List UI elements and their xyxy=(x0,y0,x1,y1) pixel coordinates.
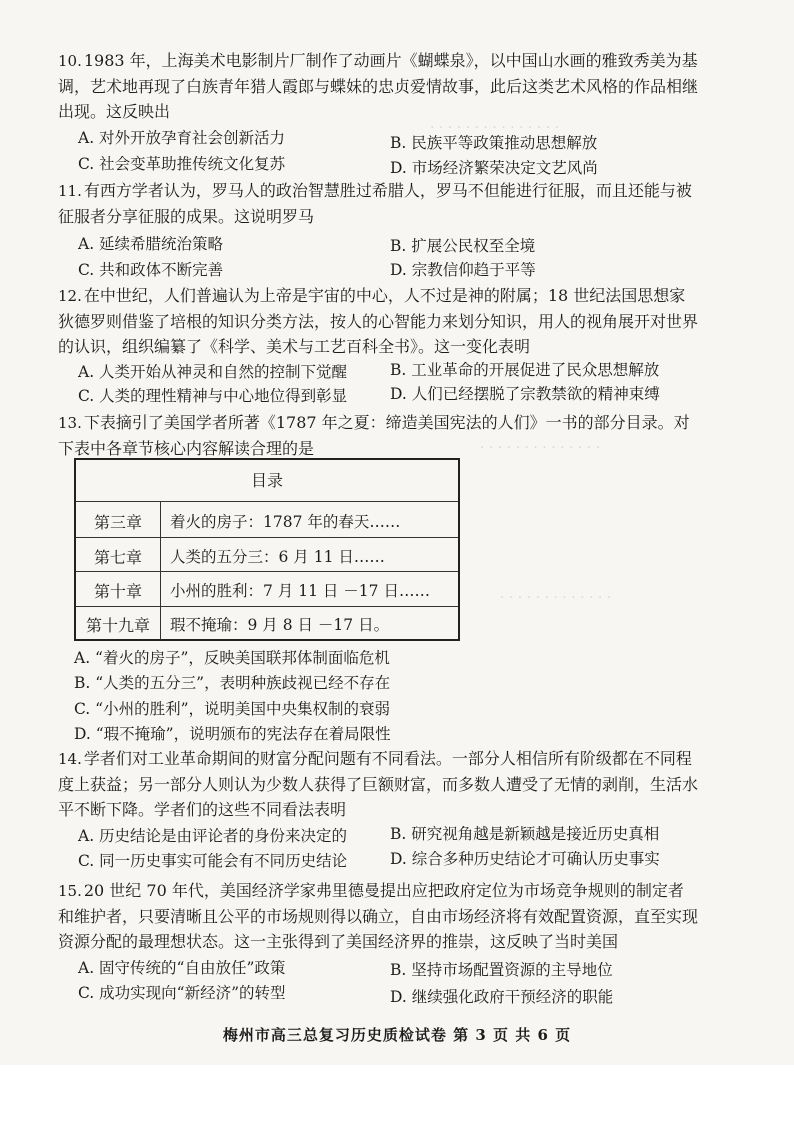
option-b[interactable]: B. “人类的五分三”，表明种族歧视已经不存在 xyxy=(74,674,391,692)
question-number: 10. xyxy=(58,52,82,70)
chapter-title: 着火的房子：1787 年的春天…… xyxy=(170,513,401,531)
option-c[interactable]: C. “小州的胜利”，说明美国中央集权制的衰弱 xyxy=(74,700,391,718)
chapter-title: 瑕不掩瑜：9 月 8 日 －17 日。 xyxy=(170,616,390,634)
bleed-through-text: · · · · · · · · · · · · · xyxy=(500,590,612,606)
scan-margin xyxy=(0,1065,794,1124)
option-c[interactable]: C. 社会变革助推传统文化复苏 xyxy=(78,155,286,173)
table-header: 目录 xyxy=(250,471,283,490)
question-10 xyxy=(58,48,698,124)
question-stem: 在中世纪，人们普遍认为上帝是宇宙的中心，人不过是神的附属；18 世纪法国思想家狄德罗则借鉴了培根的知识分类方法，按人的心智能力来划分知识，用人的视角展开对世界的认识，组织编纂了《科学、美术与工艺百科全书》。这一变化表明 xyxy=(58,286,699,356)
column-divider xyxy=(160,572,161,607)
table-row xyxy=(76,537,458,572)
column-divider xyxy=(160,538,161,572)
question-13 xyxy=(58,410,698,461)
bleed-through-text: · · · · · · · · · · · · · · xyxy=(480,440,601,456)
option-a[interactable]: A. 延续希腊统治策略 xyxy=(78,235,224,253)
option-d[interactable]: D. 宗教信仰趋于平等 xyxy=(390,261,536,279)
option-c[interactable]: C. 人类的理性精神与中心地位得到彰显 xyxy=(78,387,348,405)
column-divider xyxy=(160,502,161,538)
option-b[interactable]: B. 扩展公民权至全境 xyxy=(390,237,536,255)
question-stem: 学者们对工业革命期间的财富分配问题有不同看法。一部分人相信所有阶级都在不同程度上获益；另一部分人则认为少数人获得了巨额财富，而多数人遭受了无情的剥削，生活水平不断下降。学者们的这些不同看法表明 xyxy=(58,749,699,819)
option-a[interactable]: A. 人类开始从神灵和自然的控制下觉醒 xyxy=(78,363,348,381)
table-of-contents xyxy=(74,458,460,641)
option-c[interactable]: C. 共和政体不断完善 xyxy=(78,261,224,279)
question-12 xyxy=(58,283,698,359)
question-stem: 有西方学者认为，罗马人的政治智慧胜过希腊人，罗马不但能进行征服，而且还能与被征服者分享征服的成果。这说明罗马 xyxy=(58,181,692,226)
option-a[interactable]: A. 历史结论是由评论者的身份来决定的 xyxy=(78,827,348,845)
question-stem: 20 世纪 70 年代，美国经济学家弗里德曼提出应把政府定位为市场竞争规则的制定者和维护者，只要清晰且公平的市场规则得以确立，自由市场经济将有效配置资源，直至实现资源分配的最理想状态。这一主张得到了美国经济界的推崇，这反映了当时美国 xyxy=(58,881,699,951)
option-d[interactable]: D. “瑕不掩瑜”，说明颁布的宪法存在着局限性 xyxy=(74,725,391,743)
table-row xyxy=(76,501,458,538)
chapter-label: 第七章 xyxy=(93,548,142,567)
question-number: 13. xyxy=(58,414,82,432)
chapter-label: 第十章 xyxy=(93,582,142,601)
option-a[interactable]: A. 固守传统的“自由放任”政策 xyxy=(78,959,286,977)
option-d[interactable]: D. 综合多种历史结论才可确认历史事实 xyxy=(390,850,660,868)
question-number: 11. xyxy=(58,182,82,200)
question-14 xyxy=(58,746,698,822)
option-b[interactable]: B. 研究视角越是新颖越是接近历史真相 xyxy=(390,825,660,843)
table-row xyxy=(76,571,458,607)
question-15 xyxy=(58,878,698,954)
option-b[interactable]: B. 民族平等政策推动思想解放 xyxy=(390,134,598,152)
bleed-through-text: · · · · · · · · · · · · · · · xyxy=(430,120,560,136)
chapter-title: 人类的五分三：6 月 11 日…… xyxy=(170,548,385,566)
chapter-label: 第三章 xyxy=(93,513,142,532)
option-b[interactable]: B. 工业革命的开展促进了民众思想解放 xyxy=(390,361,660,379)
option-d[interactable]: D. 人们已经摆脱了宗教禁欲的精神束缚 xyxy=(390,385,660,403)
chapter-title: 小州的胜利：7 月 11 日 －17 日…… xyxy=(170,582,430,600)
option-d[interactable]: D. 市场经济繁荣决定文艺风尚 xyxy=(390,159,598,177)
question-stem: 1983 年，上海美术电影制片厂制作了动画片《蝴蝶泉》，以中国山水画的雅致秀美为基调，艺术地再现了白族青年猎人霞郎与蝶妹的忠贞爱情故事，此后这类艺术风格的作品相继出现。这反映出 xyxy=(58,51,699,121)
question-stem: 下表摘引了美国学者所著《1787 年之夏：缔造美国宪法的人们》一书的部分目录。对下表中各章节核心内容解读合理的是 xyxy=(58,413,690,458)
question-number: 15. xyxy=(58,882,82,900)
question-11 xyxy=(58,178,698,229)
option-c[interactable]: C. 同一历史事实可能会有不同历史结论 xyxy=(78,852,348,870)
option-a[interactable]: A. “着火的房子”，反映美国联邦体制面临危机 xyxy=(74,649,390,667)
table-row xyxy=(76,606,458,640)
question-number: 12. xyxy=(58,287,82,305)
option-c[interactable]: C. 成功实现向“新经济”的转型 xyxy=(78,984,286,1002)
page-footer: 梅州市高三总复习历史质检试卷 第 3 页 共 6 页 xyxy=(222,1026,572,1044)
chapter-label: 第十九章 xyxy=(85,616,150,635)
column-divider xyxy=(160,607,161,640)
question-number: 14. xyxy=(58,750,82,768)
option-d[interactable]: D. 继续强化政府干预经济的职能 xyxy=(390,988,614,1006)
option-b[interactable]: B. 坚持市场配置资源的主导地位 xyxy=(390,961,613,979)
option-a[interactable]: A. 对外开放孕育社会创新活力 xyxy=(78,129,286,147)
